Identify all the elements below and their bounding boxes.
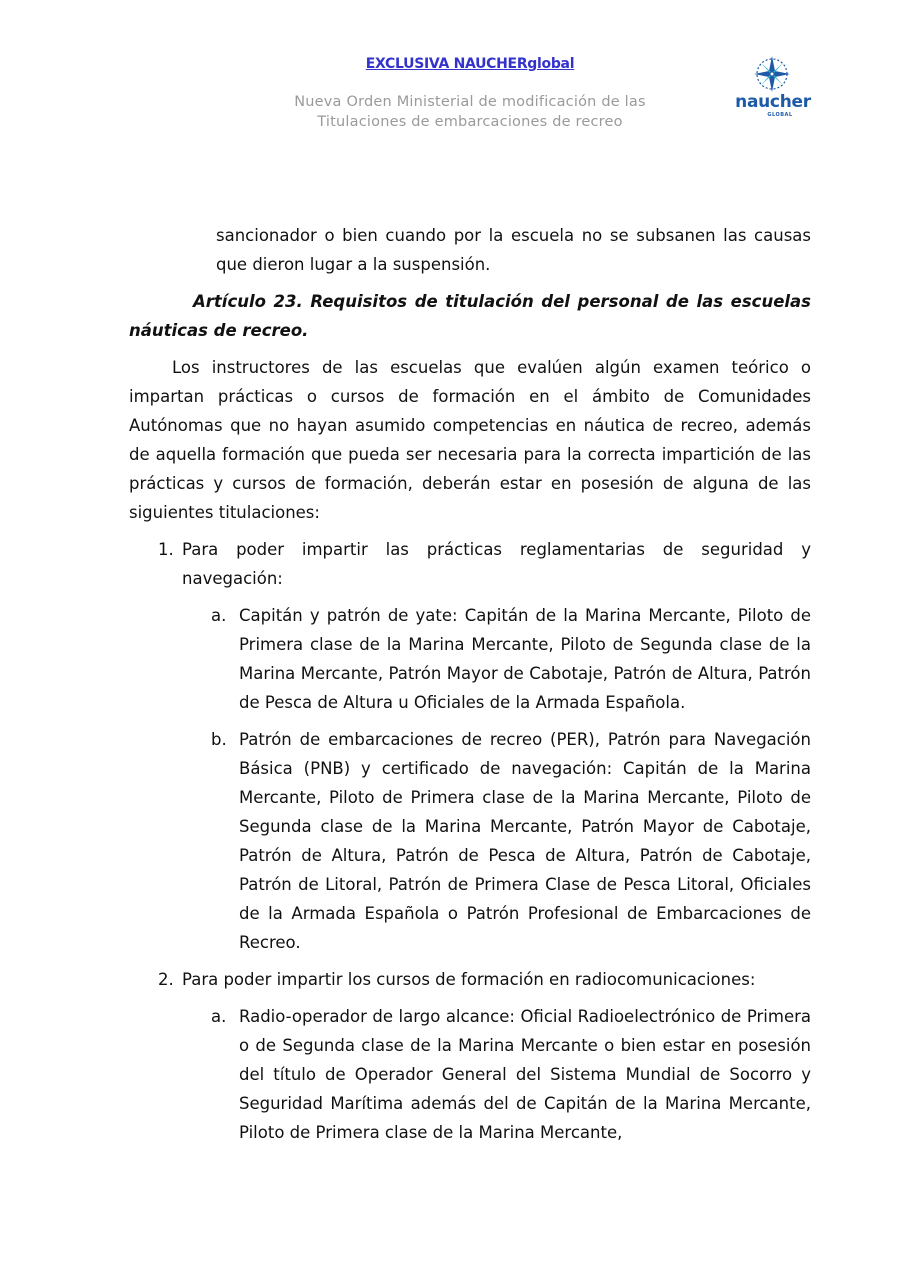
sub-list-item bbox=[211, 725, 811, 957]
header-link[interactable]: EXCLUSIVA NAUCHERglobal bbox=[365, 56, 575, 72]
list-item-text: Para poder impartir los cursos de formación en radiocomunicaciones: bbox=[182, 970, 756, 989]
continuation-paragraph: sancionador o bien cuando por la escuela no se subsanen las causas que dieron lugar a la suspensión. bbox=[216, 226, 811, 274]
list-marker: 1. bbox=[158, 540, 174, 559]
sub-list-item-text: Patrón de embarcaciones de recreo (PER), Patrón para Navegación Básica (PNB) y certificado de navegación: Capitán de la Marina Mercante, Piloto de Primera clase de la Marina Mercante, Piloto de Segunda clase de la Marina Mercante, Patrón Mayor de Cabotaje, Patrón de Altura, Patrón de Pesca de Altura, Patrón de Cabotaje, Patrón de Litoral, Patrón de Primera Clase de Pesca Litoral, Oficiales de la Armada Española o Patrón Profesional de Embarcaciones de Recreo. bbox=[239, 730, 811, 952]
logo-subtext: GLOBAL bbox=[767, 112, 793, 118]
list-item-text: Para poder impartir las prácticas reglamentarias de seguridad y navegación: bbox=[182, 540, 811, 588]
article-title: Artículo 23. Requisitos de titulación del personal de las escuelas náuticas de recreo. bbox=[129, 292, 811, 340]
intro-paragraph: Los instructores de las escuelas que evalúen algún examen teórico o impartan prácticas o cursos de formación en el ámbito de Comunidades Autónomas que no hayan asumido competencias en náutica de recreo, además de aquella formación que pueda ser necesaria para la correcta impartición de las prácticas y cursos de formación, deberán estar en posesión de alguna de las siguientes titulaciones: bbox=[129, 358, 811, 522]
sub-list-item bbox=[211, 601, 811, 717]
naucher-logo bbox=[728, 54, 818, 124]
header-subtitle-line-2: Titulaciones de embarcaciones de recreo bbox=[317, 114, 623, 130]
document-body bbox=[129, 221, 811, 1155]
sub-list-item bbox=[211, 1002, 811, 1147]
list-item bbox=[158, 965, 811, 994]
sub-list-item-text: Capitán y patrón de yate: Capitán de la Marina Mercante, Piloto de Primera clase de la Marina Mercante, Piloto de Segunda clase de la Marina Mercante, Patrón Mayor de Cabotaje, Patrón de Altura, Patrón de Pesca de Altura u Oficiales de la Armada Española. bbox=[239, 606, 811, 712]
sub-list-item-text: Radio-operador de largo alcance: Oficial Radioelectrónico de Primera o de Segunda clase de la Marina Mercante o bien estar en posesión del título de Operador General del Sistema Mundial de Socorro y Seguridad Marítima además del de Capitán de la Marina Mercante, Piloto de Primera clase de la Marina Mercante, bbox=[239, 1007, 811, 1142]
sub-list-marker: b. bbox=[211, 730, 227, 749]
list-marker: 2. bbox=[158, 970, 174, 989]
compass-rose-icon bbox=[728, 54, 818, 94]
sub-list-marker: a. bbox=[211, 1007, 227, 1026]
sub-list-marker: a. bbox=[211, 606, 227, 625]
logo-wordmark: naucher bbox=[735, 92, 811, 112]
list-item bbox=[158, 535, 811, 593]
header-subtitle-line-1: Nueva Orden Ministerial de modificación de las bbox=[294, 94, 646, 110]
